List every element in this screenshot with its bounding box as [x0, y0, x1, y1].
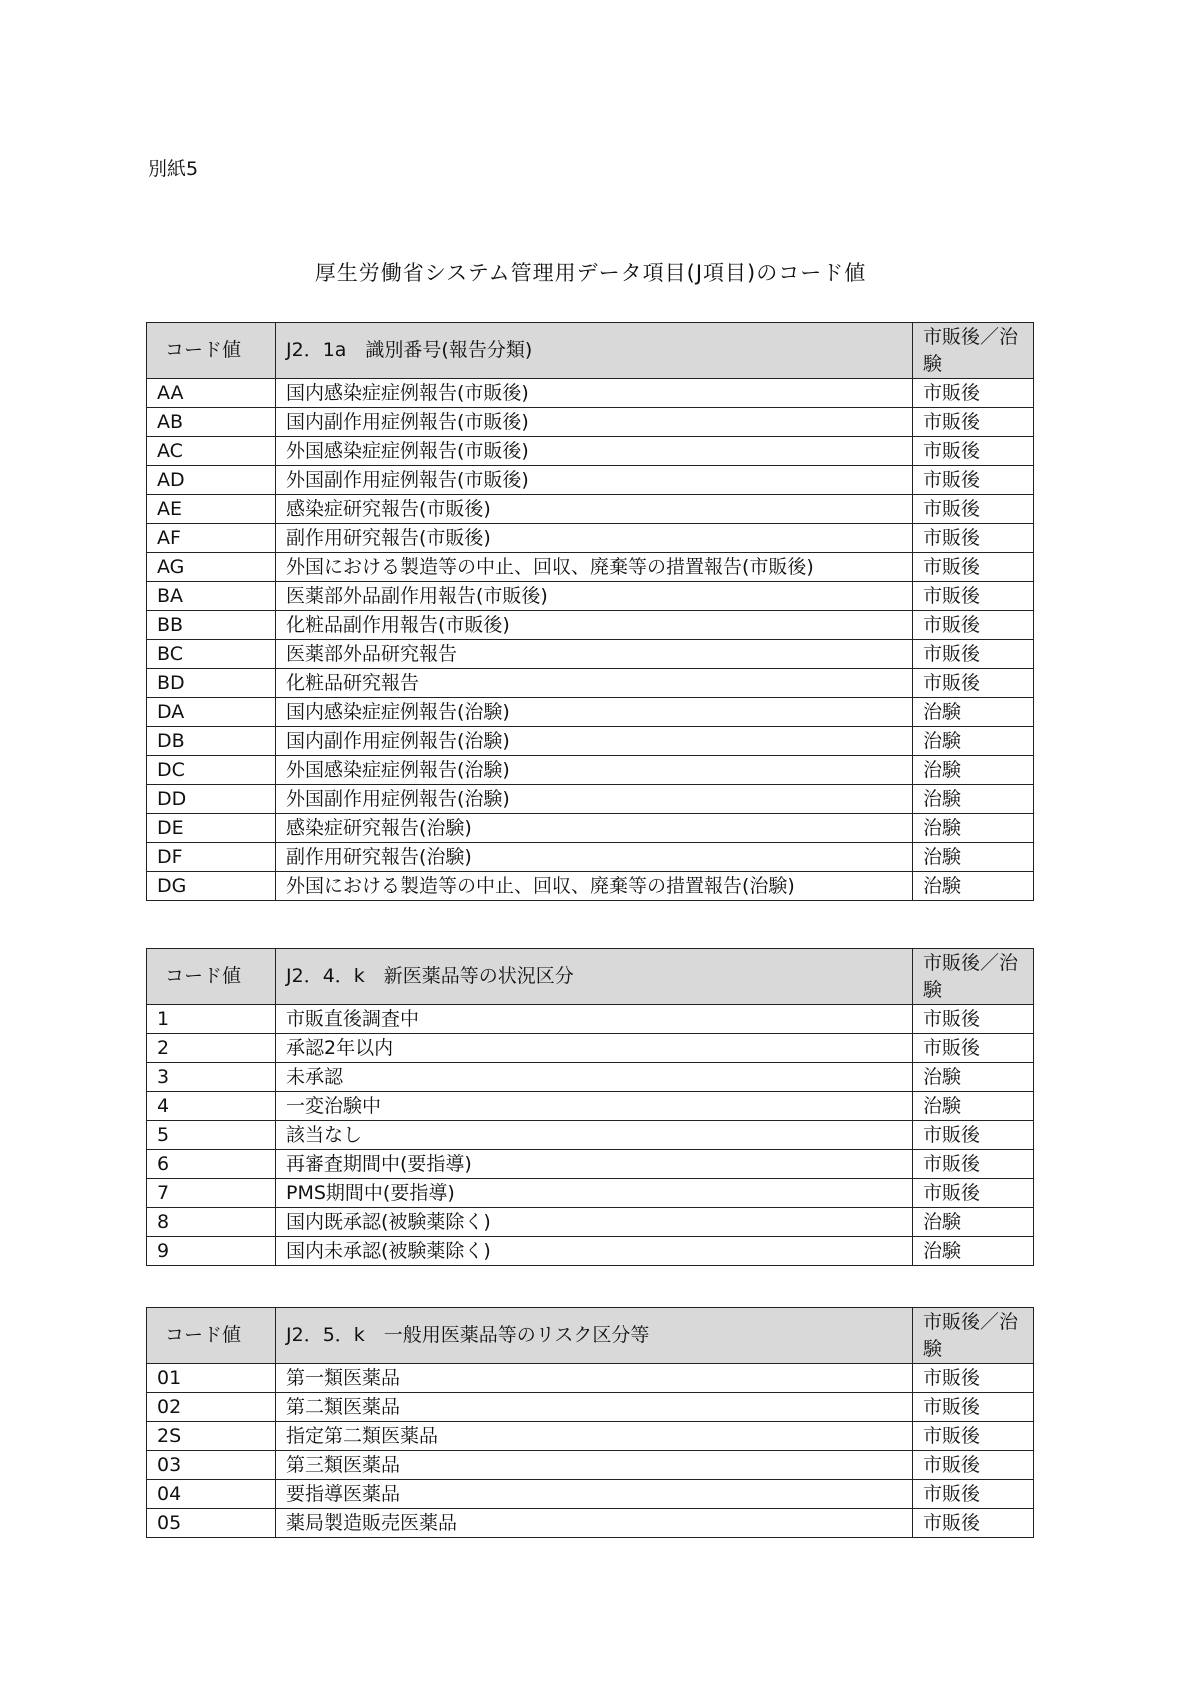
table-row	[147, 669, 1034, 698]
attachment-label: 別紙5	[148, 158, 199, 180]
phase-cell: 治験	[913, 785, 1034, 814]
description-cell: 指定第二類医薬品	[276, 1422, 913, 1451]
code-cell: 01	[147, 1364, 276, 1393]
table-row	[147, 785, 1034, 814]
code-table-report-category	[146, 322, 1034, 901]
phase-cell: 治験	[913, 843, 1034, 872]
table-row	[147, 553, 1034, 582]
table-row	[147, 1237, 1034, 1266]
description-cell: 感染症研究報告(市販後)	[276, 495, 913, 524]
description-cell: 一変治験中	[276, 1092, 913, 1121]
code-cell: 9	[147, 1237, 276, 1266]
header-row	[147, 323, 1034, 379]
table-row	[147, 640, 1034, 669]
description-cell: 外国副作用症例報告(治験)	[276, 785, 913, 814]
code-table-otc-risk-category	[146, 1307, 1034, 1538]
description-cell: 国内既承認(被験薬除く)	[276, 1208, 913, 1237]
table-row	[147, 1063, 1034, 1092]
code-cell: DE	[147, 814, 276, 843]
code-cell: DB	[147, 727, 276, 756]
description-cell: 第二類医薬品	[276, 1393, 913, 1422]
description-cell: 薬局製造販売医薬品	[276, 1509, 913, 1538]
table-row	[147, 1422, 1034, 1451]
phase-cell: 市販後	[913, 466, 1034, 495]
phase-cell: 治験	[913, 1063, 1034, 1092]
table-row	[147, 437, 1034, 466]
description-cell: 未承認	[276, 1063, 913, 1092]
phase-cell: 市販後	[913, 1451, 1034, 1480]
code-cell: 04	[147, 1480, 276, 1509]
table-row	[147, 1005, 1034, 1034]
code-cell: DD	[147, 785, 276, 814]
table-row	[147, 466, 1034, 495]
table-row	[147, 698, 1034, 727]
code-cell: BA	[147, 582, 276, 611]
column-header: コード値	[147, 323, 276, 379]
phase-cell: 治験	[913, 872, 1034, 901]
column-header: コード値	[147, 1308, 276, 1364]
code-cell: BD	[147, 669, 276, 698]
phase-cell: 市販後	[913, 640, 1034, 669]
table-row	[147, 843, 1034, 872]
description-cell: 副作用研究報告(市販後)	[276, 524, 913, 553]
description-cell: 第一類医薬品	[276, 1364, 913, 1393]
table-row	[147, 1179, 1034, 1208]
column-header: J2．1a 識別番号(報告分類)	[276, 323, 913, 379]
table-row	[147, 1034, 1034, 1063]
phase-cell: 市販後	[913, 582, 1034, 611]
table-row	[147, 408, 1034, 437]
code-cell: AA	[147, 379, 276, 408]
description-cell: 市販直後調査中	[276, 1005, 913, 1034]
phase-cell: 治験	[913, 727, 1034, 756]
code-cell: BC	[147, 640, 276, 669]
description-cell: PMS期間中(要指導)	[276, 1179, 913, 1208]
table-row	[147, 1480, 1034, 1509]
phase-cell: 市販後	[913, 437, 1034, 466]
code-table-new-drug-status	[146, 948, 1034, 1266]
description-cell: 外国感染症症例報告(市販後)	[276, 437, 913, 466]
code-cell: 02	[147, 1393, 276, 1422]
phase-cell: 市販後	[913, 1422, 1034, 1451]
phase-cell: 市販後	[913, 495, 1034, 524]
phase-cell: 治験	[913, 1237, 1034, 1266]
table-row	[147, 1509, 1034, 1538]
column-header: 市販後／治験	[913, 1308, 1034, 1364]
phase-cell: 市販後	[913, 553, 1034, 582]
table-row	[147, 1364, 1034, 1393]
table-row	[147, 611, 1034, 640]
description-cell: 国内副作用症例報告(市販後)	[276, 408, 913, 437]
code-cell: 4	[147, 1092, 276, 1121]
description-cell: 副作用研究報告(治験)	[276, 843, 913, 872]
phase-cell: 市販後	[913, 1480, 1034, 1509]
phase-cell: 市販後	[913, 669, 1034, 698]
table-row	[147, 1451, 1034, 1480]
description-cell: 国内未承認(被験薬除く)	[276, 1237, 913, 1266]
description-cell: 外国感染症症例報告(治験)	[276, 756, 913, 785]
description-cell: 化粧品研究報告	[276, 669, 913, 698]
table-row	[147, 1150, 1034, 1179]
phase-cell: 市販後	[913, 1005, 1034, 1034]
description-cell: 外国における製造等の中止、回収、廃棄等の措置報告(治験)	[276, 872, 913, 901]
description-cell: 外国における製造等の中止、回収、廃棄等の措置報告(市販後)	[276, 553, 913, 582]
phase-cell: 市販後	[913, 1034, 1034, 1063]
code-cell: 3	[147, 1063, 276, 1092]
description-cell: 承認2年以内	[276, 1034, 913, 1063]
code-cell: 8	[147, 1208, 276, 1237]
phase-cell: 市販後	[913, 524, 1034, 553]
description-cell: 医薬部外品研究報告	[276, 640, 913, 669]
phase-cell: 治験	[913, 756, 1034, 785]
code-cell: AB	[147, 408, 276, 437]
code-cell: 5	[147, 1121, 276, 1150]
phase-cell: 市販後	[913, 1364, 1034, 1393]
code-cell: DF	[147, 843, 276, 872]
description-cell: 医薬部外品副作用報告(市販後)	[276, 582, 913, 611]
description-cell: 第三類医薬品	[276, 1451, 913, 1480]
column-header: コード値	[147, 949, 276, 1005]
code-cell: AG	[147, 553, 276, 582]
code-cell: DG	[147, 872, 276, 901]
description-cell: 再審査期間中(要指導)	[276, 1150, 913, 1179]
table-row	[147, 582, 1034, 611]
table-row	[147, 1121, 1034, 1150]
code-cell: 2S	[147, 1422, 276, 1451]
phase-cell: 市販後	[913, 611, 1034, 640]
code-cell: AE	[147, 495, 276, 524]
code-cell: 6	[147, 1150, 276, 1179]
table-row	[147, 1092, 1034, 1121]
column-header: 市販後／治験	[913, 949, 1034, 1005]
code-cell: 1	[147, 1005, 276, 1034]
description-cell: 国内感染症症例報告(治験)	[276, 698, 913, 727]
code-cell: 7	[147, 1179, 276, 1208]
column-header: J2．5．k 一般用医薬品等のリスク区分等	[276, 1308, 913, 1364]
phase-cell: 治験	[913, 1208, 1034, 1237]
description-cell: 該当なし	[276, 1121, 913, 1150]
description-cell: 感染症研究報告(治験)	[276, 814, 913, 843]
table-row	[147, 379, 1034, 408]
table-row	[147, 495, 1034, 524]
code-cell: 05	[147, 1509, 276, 1538]
phase-cell: 市販後	[913, 1121, 1034, 1150]
table-row	[147, 727, 1034, 756]
table-row	[147, 872, 1034, 901]
phase-cell: 市販後	[913, 1150, 1034, 1179]
header-row	[147, 1308, 1034, 1364]
phase-cell: 市販後	[913, 1393, 1034, 1422]
phase-cell: 市販後	[913, 1509, 1034, 1538]
phase-cell: 市販後	[913, 1179, 1034, 1208]
description-cell: 国内副作用症例報告(治験)	[276, 727, 913, 756]
column-header: J2．4．k 新医薬品等の状況区分	[276, 949, 913, 1005]
description-cell: 外国副作用症例報告(市販後)	[276, 466, 913, 495]
phase-cell: 治験	[913, 698, 1034, 727]
code-cell: AD	[147, 466, 276, 495]
phase-cell: 市販後	[913, 408, 1034, 437]
phase-cell: 治験	[913, 1092, 1034, 1121]
table-row	[147, 814, 1034, 843]
code-cell: 03	[147, 1451, 276, 1480]
code-cell: DA	[147, 698, 276, 727]
code-cell: AC	[147, 437, 276, 466]
description-cell: 国内感染症症例報告(市販後)	[276, 379, 913, 408]
code-cell: AF	[147, 524, 276, 553]
table-row	[147, 1393, 1034, 1422]
code-cell: BB	[147, 611, 276, 640]
table-row	[147, 524, 1034, 553]
table-row	[147, 1208, 1034, 1237]
phase-cell: 市販後	[913, 379, 1034, 408]
description-cell: 要指導医薬品	[276, 1480, 913, 1509]
phase-cell: 治験	[913, 814, 1034, 843]
header-row	[147, 949, 1034, 1005]
code-cell: 2	[147, 1034, 276, 1063]
table-row	[147, 756, 1034, 785]
description-cell: 化粧品副作用報告(市販後)	[276, 611, 913, 640]
code-cell: DC	[147, 756, 276, 785]
document-title: 厚生労働省システム管理用データ項目(J項目)のコード値	[314, 261, 867, 285]
column-header: 市販後／治験	[913, 323, 1034, 379]
